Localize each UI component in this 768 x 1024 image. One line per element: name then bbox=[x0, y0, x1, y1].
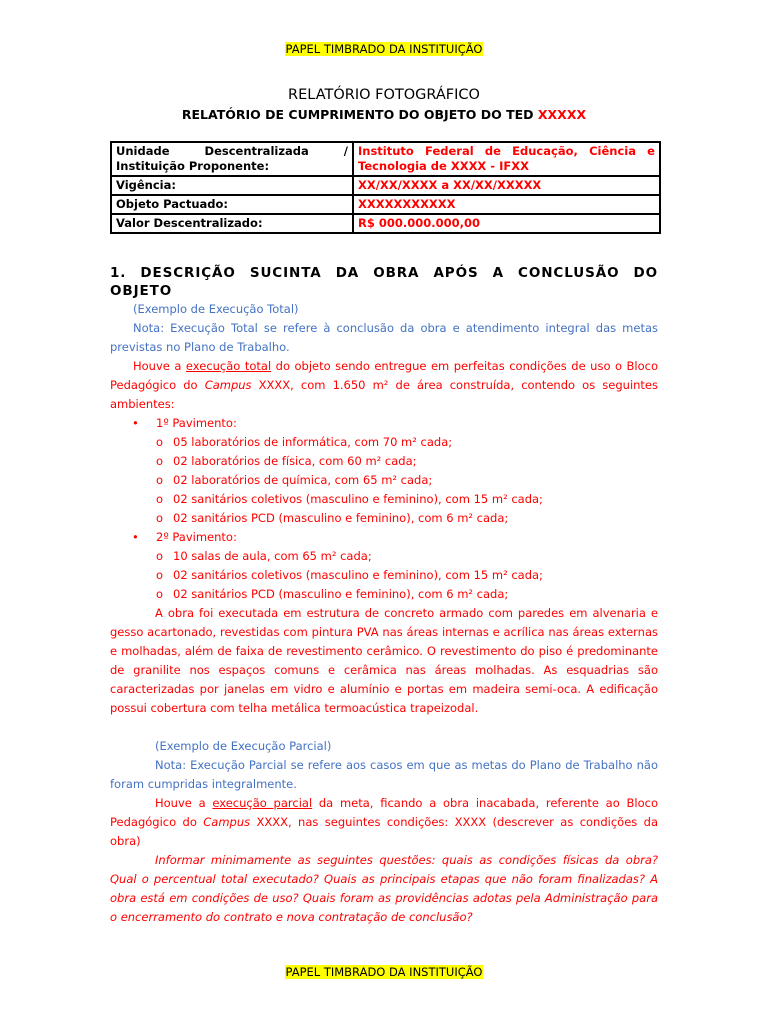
room-list-item: o 02 laboratórios de física, com 60 m² cada; bbox=[110, 452, 658, 471]
room-list-item: o 05 laboratórios de informática, com 70 m² cada; bbox=[110, 433, 658, 452]
info-value: XX/XX/XXXX a XX/XX/XXXXX bbox=[353, 176, 660, 195]
construction-description: A obra foi executada em estrutura de concreto armado com paredes em alvenaria e gesso acartonado, revestidas com pintura PVA nas áreas internas e acrílica nas áreas externas e molhadas, além de faixa de revestimento cerâmico. O revestimento do piso é predominante de granilite nos espaços comuns e cerâmica nas áreas molhadas. As esquadrias são caracterizadas por janelas em vidro e alumínio e portas em madeira semi-oca. A edificação possui cobertura com telha metálica termoacústica trapeizodal. bbox=[110, 606, 658, 715]
partial-intro: Houve a execução parcial da meta, ficando a obra inacabada, referente ao Bloco Pedagógico do Campus XXXX, nas seguintes condições: XXXX (descrever as condições da obra) bbox=[110, 796, 658, 848]
floor-2-items bbox=[110, 547, 658, 604]
report-subtitle-text: RELATÓRIO DE CUMPRIMENTO DO OBJETO DO TED bbox=[181, 107, 534, 122]
section-heading: 1. DESCRIÇÃO SUCINTA DA OBRA APÓS A CONCLUSÃO DO OBJETO bbox=[110, 265, 658, 299]
floor-list-2 bbox=[110, 528, 658, 547]
room-list-item: o 02 sanitários coletivos (masculino e feminino), com 15 m² cada; bbox=[110, 566, 658, 585]
note-partial: Nota: Execução Parcial se refere aos casos em que as metas do Plano de Trabalho não foram cumpridas integralmente. bbox=[110, 758, 658, 791]
floor-2-label: 2º Pavimento: bbox=[156, 530, 237, 544]
info-table bbox=[110, 141, 661, 234]
letterhead-top bbox=[0, 42, 768, 57]
execucao-parcial-term: execução parcial bbox=[212, 796, 313, 810]
letterhead-bottom bbox=[0, 965, 768, 980]
info-label: Vigência: bbox=[111, 176, 353, 195]
info-row bbox=[111, 195, 660, 214]
room-list-item: o 02 laboratórios de química, com 65 m² cada; bbox=[110, 471, 658, 490]
room-list-item: o 02 sanitários coletivos (masculino e feminino), com 15 m² cada; bbox=[110, 490, 658, 509]
floor-1-items bbox=[110, 433, 658, 528]
report-title: RELATÓRIO FOTOGRÁFICO bbox=[288, 87, 480, 103]
info-row bbox=[111, 214, 660, 233]
info-value: XXXXXXXXXXX bbox=[353, 195, 660, 214]
partial-questions: Informar minimamente as seguintes questões: quais as condições físicas da obra? Qual o percentual total executado? Quais as principais etapas que não foram finalizadas? A obra está em condições de uso? Quais foram as providências adotas pela Administração para o encerramento do contrato e nova contratação de conclusão? bbox=[110, 853, 658, 924]
letterhead-top-text: PAPEL TIMBRADO DA INSTITUIÇÃO bbox=[285, 42, 483, 56]
room-list-item: o 10 salas de aula, com 65 m² cada; bbox=[110, 547, 658, 566]
floor-1-label: 1º Pavimento: bbox=[156, 416, 237, 430]
example-total-label: (Exemplo de Execução Total) bbox=[133, 302, 299, 316]
info-label: Valor Descentralizado: bbox=[111, 214, 353, 233]
info-label: Unidade Descentralizada / Instituição Proponente: bbox=[111, 142, 353, 176]
room-list-item: o 02 sanitários PCD (masculino e feminino), com 6 m² cada; bbox=[110, 585, 658, 604]
info-value: R$ 000.000.000,00 bbox=[353, 214, 660, 233]
letterhead-bottom-text: PAPEL TIMBRADO DA INSTITUIÇÃO bbox=[285, 965, 483, 979]
info-row bbox=[111, 142, 660, 176]
example-partial-label: (Exemplo de Execução Parcial) bbox=[155, 739, 332, 753]
floor-1 bbox=[110, 414, 658, 433]
info-row bbox=[111, 176, 660, 195]
floor-2 bbox=[110, 528, 658, 547]
total-intro: Houve a execução total do objeto sendo entregue em perfeitas condições de uso o Bloco Pedagógico do Campus XXXX, com 1.650 m² de área construída, contendo os seguintes ambientes: bbox=[110, 359, 659, 411]
ted-code: XXXXX bbox=[537, 107, 587, 122]
note-total: Nota: Execução Total se refere à conclusão da obra e atendimento integral das metas previstas no Plano de Trabalho. bbox=[110, 321, 658, 354]
info-value: Instituto Federal de Educação, Ciência e Tecnologia de XXXX - IFXX bbox=[353, 142, 660, 176]
section-body bbox=[110, 300, 658, 927]
floor-list bbox=[110, 414, 658, 433]
report-subtitle bbox=[0, 107, 768, 123]
execucao-total-term: execução total bbox=[185, 359, 272, 373]
info-label: Objeto Pactuado: bbox=[111, 195, 353, 214]
room-list-item: o 02 sanitários PCD (masculino e feminino), com 6 m² cada; bbox=[110, 509, 658, 528]
